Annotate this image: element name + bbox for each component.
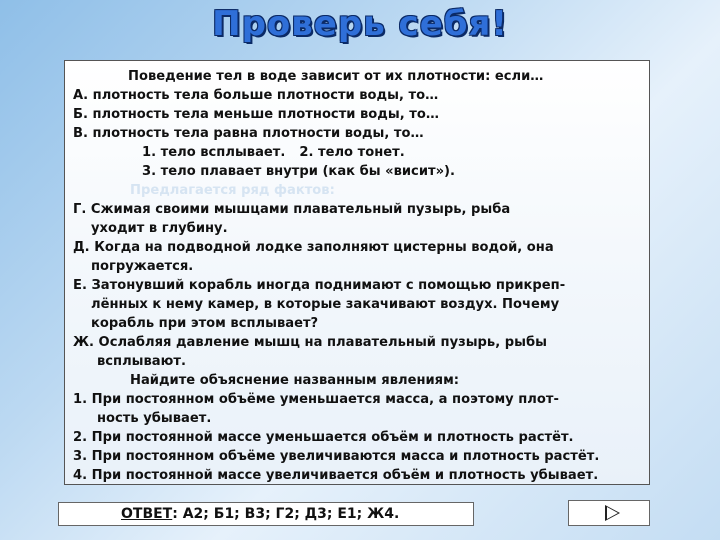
play-icon (605, 505, 620, 521)
slide-title: Проверь себя! (212, 4, 508, 44)
explanation-1-cont: ность убывает. (97, 411, 212, 426)
answer-label: ОТВЕТ (121, 506, 173, 522)
fact-zh: Ж. Ослабляя давление мышц на плавательный пузырь, рыбы (73, 335, 547, 350)
fact-g: Г. Сжимая своими мышцами плавательный пузырь, рыба (73, 202, 511, 217)
explanations-heading: Найдите объяснение названным явлениям: (130, 373, 460, 388)
condition-b: Б. плотность тела меньше плотности воды, то… (73, 107, 439, 122)
fact-d: Д. Когда на подводной лодке заполняют цистерны водой, она (73, 240, 554, 255)
fact-e-cont-2: корабль при этом всплывает? (91, 316, 319, 331)
fact-d-cont: погружается. (91, 259, 194, 274)
fact-e: Е. Затонувший корабль иногда поднимают с помощью прикреп- (73, 278, 566, 293)
fact-zh-cont: всплывают. (97, 354, 186, 369)
outcome-3: 3. тело плавает внутри (как бы «висит»). (142, 164, 455, 179)
explanation-3: 3. При постоянном объёме увеличиваются масса и плотность растёт. (73, 449, 600, 464)
outcome-1: 1. тело всплывает. (142, 145, 286, 160)
facts-heading: Предлагается ряд фактов: (130, 183, 335, 198)
explanation-2: 2. При постоянной массе уменьшается объём и плотность растёт. (73, 430, 574, 445)
answer-bar (58, 502, 474, 526)
intro-line: Поведение тел в воде зависит от их плотности: если… (128, 69, 544, 84)
question-panel (64, 60, 650, 485)
answer-text: : А2; Б1; В3; Г2; Д3; Е1; Ж4. (172, 506, 400, 522)
outcome-2: 2. тело тонет. (299, 145, 405, 160)
outcome-row (73, 143, 643, 162)
condition-a: А. плотность тела больше плотности воды, то… (73, 88, 439, 103)
fact-e-cont-1: лённых к нему камер, в которые закачивают воздух. Почему (91, 297, 560, 312)
explanation-4: 4. При постоянной массе увеличивается объём и плотность убывает. (73, 468, 599, 483)
next-slide-button[interactable] (568, 500, 650, 526)
explanation-1: 1. При постоянном объёме уменьшается масса, а поэтому плот- (73, 392, 559, 407)
condition-c: В. плотность тела равна плотности воды, то… (73, 126, 424, 141)
fact-g-cont: уходит в глубину. (91, 221, 228, 236)
